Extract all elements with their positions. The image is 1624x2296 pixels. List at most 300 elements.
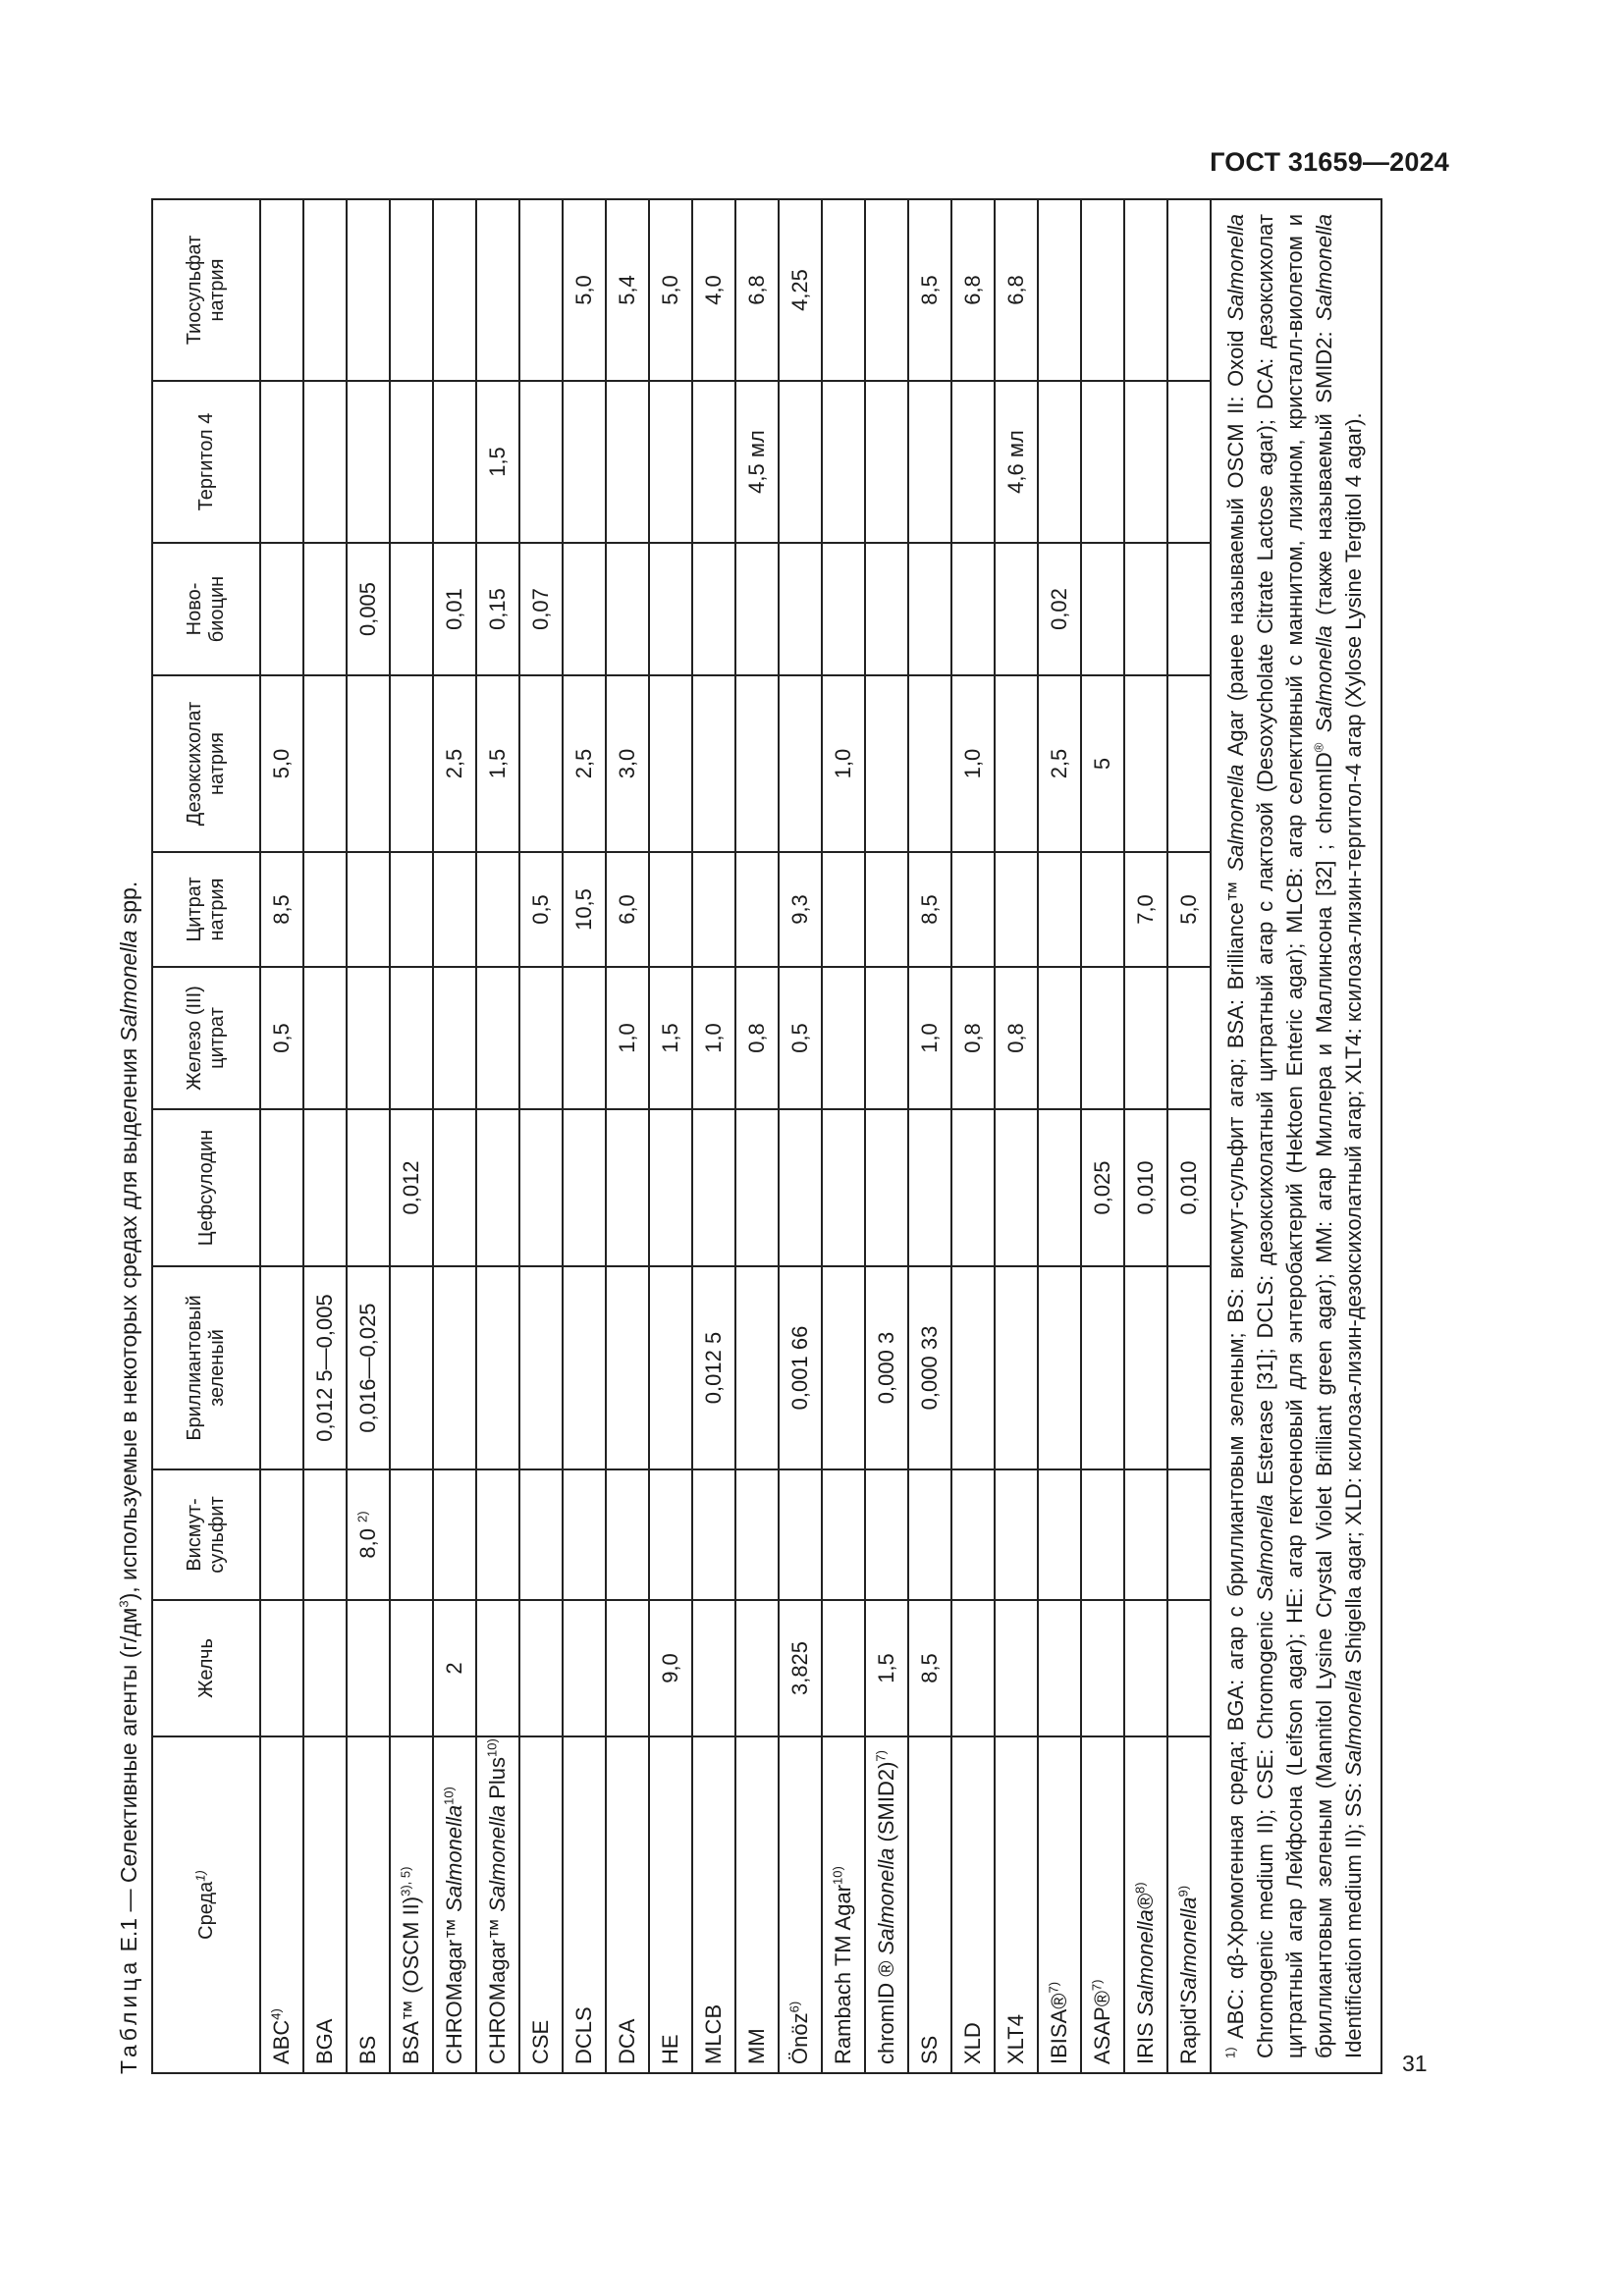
value-cell: 5,0 <box>1167 852 1211 967</box>
value-cell <box>779 1109 822 1266</box>
value-cell <box>347 1469 390 1600</box>
caption-suffix: spp. <box>116 881 141 931</box>
value-cell: 1,5 <box>649 967 692 1109</box>
medium-name-part: CHROMagar™ <box>442 1911 466 2064</box>
medium-name-part: Salmonella <box>874 1847 898 1955</box>
value-cell <box>433 967 476 1109</box>
value-cell: 0,5 <box>260 967 303 1109</box>
value-cell <box>1081 852 1124 967</box>
column-header <box>152 543 260 675</box>
value-cell <box>519 381 563 543</box>
footnote-part: Salmonella <box>1223 764 1248 872</box>
footnote-part: ® <box>1311 742 1326 753</box>
value-cell <box>865 675 908 852</box>
value-cell <box>303 675 347 852</box>
value-cell: 8,5 <box>908 1600 951 1736</box>
value-cell <box>1081 1266 1124 1469</box>
footnote-part: Salmonella <box>1312 625 1336 733</box>
value-cell <box>822 1600 865 1736</box>
caption-unit-power: 3 <box>116 1600 132 1608</box>
column-header-label: Цефсулодин <box>194 1129 217 1247</box>
column-header <box>152 675 260 852</box>
value-cell <box>908 675 951 852</box>
value-cell <box>519 675 563 852</box>
value-cell <box>563 967 606 1109</box>
caption-number: Е.1 <box>116 1917 141 1952</box>
value-cell <box>1124 543 1167 675</box>
value-cell <box>951 1266 995 1469</box>
value-cell <box>1081 199 1124 381</box>
medium-name-part: MLCB <box>701 2003 726 2064</box>
medium-name-cell <box>1124 1736 1167 2073</box>
value-cell <box>303 967 347 1109</box>
table-row <box>779 199 822 2073</box>
value-cell <box>433 199 476 381</box>
medium-name-cell <box>1038 1736 1081 2073</box>
value-cell <box>563 1109 606 1266</box>
value-cell <box>995 543 1038 675</box>
value-cell <box>995 1600 1038 1736</box>
value-cell <box>1124 675 1167 852</box>
table-row <box>390 199 433 2073</box>
value-cell <box>433 852 476 967</box>
medium-name-part: Salmonella <box>1176 1896 1201 2004</box>
medium-name-cell <box>779 1736 822 2073</box>
value-cell <box>951 381 995 543</box>
medium-name-part: chromID ® <box>874 1954 898 2064</box>
value-cell <box>822 967 865 1109</box>
footnote-part: ABC: αβ-Хромогенная среда; BGA: агар с бриллиантовым зеленым; BS: висмут-сульфит агар; BSA: Brilliance™ <box>1223 871 1248 2048</box>
value-cell <box>1124 1469 1167 1600</box>
medium-name-part: 7) <box>873 1750 889 1762</box>
value-cell <box>995 1266 1038 1469</box>
medium-name-part: XLT4 <box>1003 2014 1028 2064</box>
table-row <box>822 199 865 2073</box>
value-cell: 0,016—0,025 <box>347 1266 390 1469</box>
medium-name-part: Önöz <box>787 2012 812 2064</box>
value-cell <box>865 967 908 1109</box>
value-cell <box>563 1469 606 1600</box>
value-cell <box>260 543 303 675</box>
medium-name-part: XLD <box>960 2022 985 2064</box>
medium-name-part: SS <box>917 2035 942 2064</box>
caption-label: Таблица <box>116 1957 141 2074</box>
value-cell <box>692 381 735 543</box>
value-cell <box>606 543 649 675</box>
value-cell <box>390 967 433 1109</box>
caption-organism: Salmonella <box>116 930 141 1042</box>
value-cell <box>390 1600 433 1736</box>
value-cell <box>822 852 865 967</box>
value-cell <box>1167 1469 1211 1600</box>
value-cell <box>1124 199 1167 381</box>
column-header <box>152 852 260 967</box>
value-cell <box>433 1109 476 1266</box>
column-header-label: Ново-биоцин <box>184 575 228 643</box>
value-cell <box>1038 1109 1081 1266</box>
value-cell: 5,0 <box>563 199 606 381</box>
value-cell <box>692 1109 735 1266</box>
medium-name-part: Rapid' <box>1176 2003 1201 2064</box>
footnote-part: Salmonella <box>1341 1669 1366 1777</box>
value-cell <box>1167 1266 1211 1469</box>
value-cell <box>1038 1600 1081 1736</box>
value-cell <box>519 199 563 381</box>
value-cell: 4,25 <box>779 199 822 381</box>
table-row <box>606 199 649 2073</box>
value-cell: 2,5 <box>1038 675 1081 852</box>
column-header-label: Дезоксихолат натрия <box>184 701 228 827</box>
footnote-part: Salmonella <box>1253 1494 1277 1602</box>
value-cell <box>390 1266 433 1469</box>
value-cell <box>347 199 390 381</box>
value-cell <box>1038 967 1081 1109</box>
value-cell <box>390 199 433 381</box>
value-cell <box>995 1109 1038 1266</box>
value-cell <box>735 1266 779 1469</box>
column-header <box>152 1266 260 1469</box>
value-cell <box>303 1469 347 1600</box>
value-cell: 10,5 <box>563 852 606 967</box>
table-row <box>260 199 303 2073</box>
value-cell: 0,15 <box>476 543 519 675</box>
value-cell <box>649 1469 692 1600</box>
value-cell <box>1081 967 1124 1109</box>
value-cell <box>649 1266 692 1469</box>
medium-name-part: Salmonella® <box>1133 1894 1158 2017</box>
medium-name-cell <box>1167 1736 1211 2073</box>
value-cell <box>563 1266 606 1469</box>
medium-name-cell <box>519 1736 563 2073</box>
value-text: 8,0 <box>355 1522 380 1559</box>
value-cell <box>476 1469 519 1600</box>
value-cell <box>476 852 519 967</box>
value-cell: 1,5 <box>865 1600 908 1736</box>
footnote-part: Salmonella <box>1312 214 1336 321</box>
value-cell <box>1167 1600 1211 1736</box>
value-cell <box>822 543 865 675</box>
value-cell: 0,005 <box>347 543 390 675</box>
medium-name-cell <box>303 1736 347 2073</box>
table-row <box>1038 199 1081 2073</box>
table-row <box>1167 199 1211 2073</box>
medium-name-part: 6) <box>786 2001 802 2013</box>
column-header <box>152 381 260 543</box>
value-cell: 0,010 <box>1124 1109 1167 1266</box>
table-row <box>908 199 951 2073</box>
value-cell <box>347 852 390 967</box>
medium-name-part: ASAP® <box>1090 1991 1114 2064</box>
value-cell <box>260 1469 303 1600</box>
table-row <box>692 199 735 2073</box>
value-cell: 7,0 <box>1124 852 1167 967</box>
value-cell <box>865 381 908 543</box>
column-header <box>152 199 260 381</box>
value-cell <box>606 1266 649 1469</box>
value-cell <box>735 675 779 852</box>
value-cell <box>1124 967 1167 1109</box>
value-cell <box>1081 1600 1124 1736</box>
value-cell <box>303 381 347 543</box>
column-header-label: Желчь <box>194 1638 217 1698</box>
table-row <box>649 199 692 2073</box>
value-cell: 0,012 5 <box>692 1266 735 1469</box>
value-cell <box>865 852 908 967</box>
value-cell: 0,07 <box>519 543 563 675</box>
value-cell: 1,0 <box>951 675 995 852</box>
value-cell: 5,0 <box>260 675 303 852</box>
value-cell: 1,0 <box>692 967 735 1109</box>
value-cell <box>260 1109 303 1266</box>
value-cell <box>347 1109 390 1266</box>
value-cell: 0,001 66 <box>779 1266 822 1469</box>
value-cell <box>563 543 606 675</box>
footnote-part: Esterase [31]; DCLS: дезоксихолатный цитратный агар с лактозой (Desoxycholate Citrate Lactose agar); DCA: дезоксихолат цитратный агар Лейфсона (Leifson agar); HE: агар гектоеновый для энтеробактерий (Hektoen Enteric agar); MLCB: агар селективный с маннитом, лизином, кристалл-виолетом и бриллиантовым зеленым (Mannitol Lysine Crystal Violet Brilliant green agar); MM: агар Миллера и Маллинсона [32] ; chromID <box>1253 213 1336 2058</box>
caption-text-2: ), используемые в некоторых средах для выделения <box>116 1041 141 1601</box>
value-cell <box>390 543 433 675</box>
value-cell: 4,6 мл <box>995 381 1038 543</box>
value-cell <box>476 199 519 381</box>
medium-name-part: CSE <box>528 2019 553 2064</box>
value-cell: 2,5 <box>433 675 476 852</box>
value-cell <box>908 1109 951 1266</box>
medium-name-part: Rambach TM Agar <box>831 1884 855 2064</box>
value-cell <box>519 1600 563 1736</box>
column-header-label: Железо (III) цитрат <box>184 986 228 1091</box>
value-cell <box>822 199 865 381</box>
medium-name-part: (SMID2) <box>874 1761 898 1848</box>
value-cell: 0,5 <box>519 852 563 967</box>
value-cell <box>476 967 519 1109</box>
value-cell <box>735 1109 779 1266</box>
value-cell <box>779 381 822 543</box>
value-cell <box>865 199 908 381</box>
value-cell: 6,0 <box>606 852 649 967</box>
value-cell <box>995 852 1038 967</box>
value-cell <box>1167 967 1211 1109</box>
medium-name-part: DCA <box>615 2018 639 2064</box>
value-cell: 0,012 <box>390 1109 433 1266</box>
value-cell <box>1167 543 1211 675</box>
value-cell <box>649 675 692 852</box>
table-row <box>1081 199 1124 2073</box>
footnote-part: Chromogenic medium II); CSE: Chromogenic <box>1253 1601 1277 2058</box>
value-cell: 0,000 33 <box>908 1266 951 1469</box>
footnote-part: Shigella agar; XLD: ксилоза-лизин-дезоксихолатный агар; XLT4: ксилоза-лизин-тергитол-4 агар (Xylose Lysine Tergitol 4 agar). <box>1341 412 1366 1670</box>
table-row <box>433 199 476 2073</box>
value-cell <box>1081 543 1124 675</box>
value-cell <box>865 1469 908 1600</box>
value-cell: 0,025 <box>1081 1109 1124 1266</box>
value-cell <box>1038 852 1081 967</box>
rotated-table-area <box>106 200 1412 2074</box>
value-cell <box>951 543 995 675</box>
medium-name-cell <box>995 1736 1038 2073</box>
value-cell <box>303 1600 347 1736</box>
value-cell <box>908 381 951 543</box>
value-cell <box>347 1600 390 1736</box>
medium-name-part: Salmonella <box>485 1804 510 1912</box>
value-cell <box>390 675 433 852</box>
medium-name-cell <box>390 1736 433 2073</box>
medium-name-cell <box>822 1736 865 2073</box>
medium-name-part: DCLS <box>571 2006 596 2064</box>
column-header-label: Висмут-сульфит <box>184 1496 228 1574</box>
value-cell: 0,5 <box>779 967 822 1109</box>
column-header-label: Бриллиантовый зеленый <box>184 1295 228 1441</box>
medium-name-cell <box>692 1736 735 2073</box>
value-cell: 6,8 <box>735 199 779 381</box>
medium-name-part: Plus <box>485 1756 510 1805</box>
value-cell <box>735 543 779 675</box>
value-cell <box>1038 1469 1081 1600</box>
value-cell <box>260 1266 303 1469</box>
value-cell <box>692 1600 735 1736</box>
table-row <box>303 199 347 2073</box>
medium-name-cell <box>735 1736 779 2073</box>
value-cell: 1,5 <box>476 381 519 543</box>
value-cell: 0,8 <box>735 967 779 1109</box>
value-cell <box>865 543 908 675</box>
value-cell: 9,0 <box>649 1600 692 1736</box>
medium-name-cell <box>260 1736 303 2073</box>
value-cell <box>390 1469 433 1600</box>
column-header <box>152 1736 260 2073</box>
medium-name-cell <box>347 1736 390 2073</box>
value-cell: 3,825 <box>779 1600 822 1736</box>
value-cell: 2,5 <box>563 675 606 852</box>
caption-text-1: Селективные агенты (г/дм <box>116 1607 141 1884</box>
value-cell <box>649 1109 692 1266</box>
value-cell <box>563 381 606 543</box>
value-cell <box>606 1600 649 1736</box>
value-cell <box>865 1109 908 1266</box>
value-cell: 0,8 <box>995 967 1038 1109</box>
medium-name-cell <box>476 1736 519 2073</box>
medium-name-part: 10) <box>484 1738 500 1757</box>
value-cell: 8,5 <box>908 852 951 967</box>
column-header <box>152 967 260 1109</box>
table-caption <box>106 881 151 2074</box>
medium-name-part: 9) <box>1175 1885 1191 1897</box>
value-cell <box>692 852 735 967</box>
medium-name-cell <box>649 1736 692 2073</box>
value-cell <box>822 381 865 543</box>
value-cell <box>649 852 692 967</box>
value-cell: 0,01 <box>433 543 476 675</box>
table-row <box>735 199 779 2073</box>
table-body <box>260 199 1211 2073</box>
table-header-row <box>152 199 260 2073</box>
value-cell <box>1038 199 1081 381</box>
value-cell: 6,8 <box>995 199 1038 381</box>
value-cell: 1,5 <box>476 675 519 852</box>
value-cell <box>303 199 347 381</box>
value-cell <box>347 381 390 543</box>
value-cell <box>433 381 476 543</box>
value-cell <box>1167 199 1211 381</box>
value-cell <box>1167 381 1211 543</box>
medium-name-part: BS <box>355 2035 380 2064</box>
value-cell <box>951 1600 995 1736</box>
value-cell: 0,000 3 <box>865 1266 908 1469</box>
standard-number: ГОСТ 31659—2024 <box>1210 147 1449 177</box>
value-cell: 8,5 <box>908 199 951 381</box>
value-cell <box>606 381 649 543</box>
column-header-footnote-ref: 1) <box>191 1870 207 1882</box>
medium-name-part: CHROMagar™ <box>485 1911 510 2064</box>
value-cell <box>735 1600 779 1736</box>
value-cell <box>303 852 347 967</box>
footnote-part: Identification medium II); SS: <box>1341 1776 1366 2058</box>
value-cell <box>433 1469 476 1600</box>
value-cell <box>692 675 735 852</box>
footnote-part: Agar (ранее называемый OSCM II: Oxoid <box>1223 320 1248 765</box>
medium-name-part: IBISA® <box>1047 1993 1071 2064</box>
value-cell <box>951 852 995 967</box>
value-cell <box>303 543 347 675</box>
caption-dash: — <box>116 1883 141 1918</box>
table-row <box>995 199 1038 2073</box>
value-cell: 1,0 <box>908 967 951 1109</box>
value-cell <box>433 1266 476 1469</box>
value-cell <box>649 543 692 675</box>
value-cell: 0,010 <box>1167 1109 1211 1266</box>
table-row <box>563 199 606 2073</box>
footnote-part: (также называемый SMID2: <box>1312 320 1336 626</box>
medium-name-part: 7) <box>1046 1981 1061 1994</box>
column-header <box>152 1600 260 1736</box>
column-header <box>152 1469 260 1600</box>
value-cell <box>779 1469 822 1600</box>
value-cell <box>1081 381 1124 543</box>
value-cell <box>476 1600 519 1736</box>
value-cell <box>519 1109 563 1266</box>
value-cell <box>390 852 433 967</box>
value-cell <box>822 1266 865 1469</box>
value-cell <box>606 1109 649 1266</box>
value-cell <box>1167 675 1211 852</box>
footnote-part <box>1312 732 1336 743</box>
table-row <box>347 199 390 2073</box>
value-cell <box>995 1469 1038 1600</box>
value-cell <box>822 1469 865 1600</box>
value-cell <box>1081 1469 1124 1600</box>
value-cell: 2 <box>433 1600 476 1736</box>
value-cell <box>692 1469 735 1600</box>
medium-name-cell <box>865 1736 908 2073</box>
medium-name-cell <box>433 1736 476 2073</box>
column-header <box>152 1109 260 1266</box>
value-cell <box>260 199 303 381</box>
column-header-label: Тергитол 4 <box>194 412 217 511</box>
value-cell: 1,0 <box>822 675 865 852</box>
value-cell <box>303 1109 347 1266</box>
value-cell <box>1038 381 1081 543</box>
value-cell: 0,012 5—0,005 <box>303 1266 347 1469</box>
value-cell <box>390 381 433 543</box>
value-cell <box>476 1266 519 1469</box>
medium-name-part: 8) <box>1132 1882 1148 1895</box>
value-cell <box>260 381 303 543</box>
value-cell: 0,02 <box>1038 543 1081 675</box>
value-cell: 5 <box>1081 675 1124 852</box>
medium-name-cell <box>563 1736 606 2073</box>
table-row <box>1124 199 1167 2073</box>
value-cell <box>1124 1266 1167 1469</box>
value-cell <box>779 675 822 852</box>
selective-agents-table <box>151 198 1382 2074</box>
